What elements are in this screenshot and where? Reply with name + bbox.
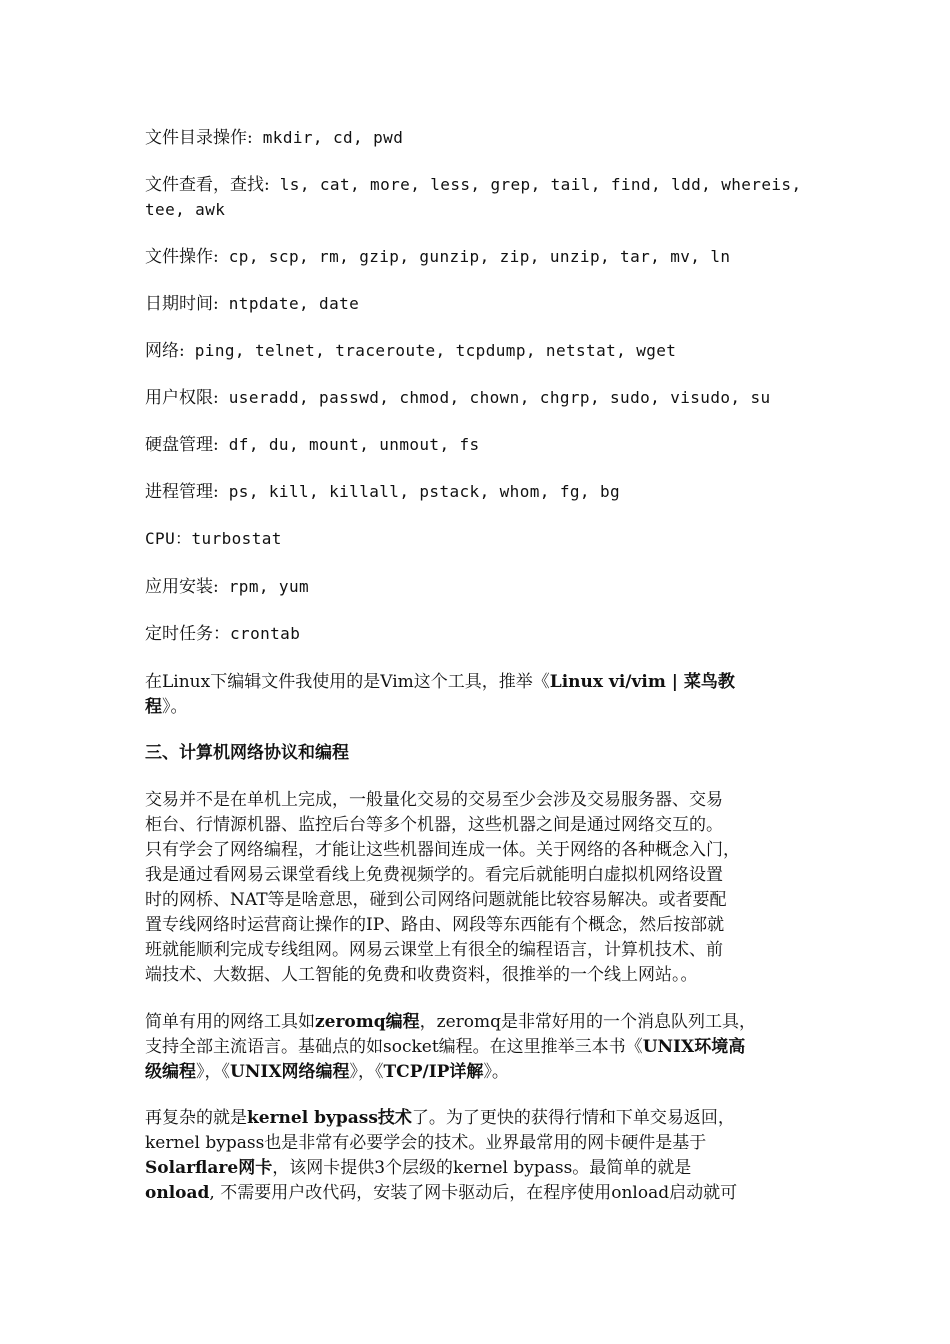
text-span: 简单有用的网络工具如 xyxy=(145,1012,315,1032)
command-label: 硬盘管理: xyxy=(145,435,219,455)
command-label: 应用安装: xyxy=(145,577,219,597)
command-label: 日期时间: xyxy=(145,294,219,314)
paragraph-line: kernel bypass也是非常有必要学会的技术。业界最常用的网卡硬件是基于 xyxy=(145,1133,707,1153)
paragraph-line: 交易并不是在单机上完成，一般量化交易的交易至少会涉及交易服务器、交易 xyxy=(145,790,723,810)
paragraph-line: 时的网桥、NAT等是啥意思，碰到公司网络问题就能比较容易解决。或者要配 xyxy=(145,890,727,910)
command-line-view-cont: tee, awk xyxy=(145,200,226,219)
network-paragraph xyxy=(145,788,807,988)
unix-env-book-link[interactable]: UNIX环境高 xyxy=(642,1037,746,1057)
solarflare-link[interactable]: Solarflare网卡 xyxy=(145,1158,273,1178)
vim-line-1 xyxy=(145,670,807,695)
command-line-datetime xyxy=(145,292,359,316)
command-line-process xyxy=(145,480,620,504)
command-items: rpm, yum xyxy=(218,577,310,596)
command-label: 用户权限: xyxy=(145,388,219,408)
command-label: 文件操作: xyxy=(145,247,219,267)
paragraph-line: 柜台、行情源机器、监控后台等多个机器，这些机器之间是通过网络交互的。 xyxy=(145,815,723,835)
command-label: 定时任务： xyxy=(145,624,230,644)
paragraph-line: 端技术、大数据、人工智能的免费和收费资料，很推举的一个线上网站。。 xyxy=(145,965,698,985)
paragraph-line xyxy=(145,1010,807,1035)
vim-paragraph xyxy=(145,670,807,720)
text-span: 支持全部主流语言。基础点的如socket编程。在这里推举三本书《 xyxy=(145,1037,643,1057)
text-span: 》，《 xyxy=(349,1062,384,1082)
text-span: , 不需要用户改代码，安装了网卡驱动后，在程序使用onload启动就可 xyxy=(209,1183,738,1203)
tcpip-book-link[interactable]: TCP/IP详解 xyxy=(383,1062,484,1082)
unix-network-book-link[interactable]: UNIX网络编程 xyxy=(230,1062,350,1082)
text-span: 了。为了更快的获得行情和下单交易返回， xyxy=(411,1108,735,1128)
command-items: useradd, passwd, chmod, chown, chgrp, sudo, visudo, su xyxy=(218,388,771,407)
command-line-cron xyxy=(145,622,300,646)
command-label: CPU： xyxy=(145,529,192,548)
zeromq-link[interactable]: zeromq编程 xyxy=(315,1012,420,1032)
kernel-bypass-link[interactable]: kernel bypass技术 xyxy=(247,1108,412,1128)
text-span: 在Linux下编辑文件我使用的是Vim这个工具，推举《 xyxy=(145,672,550,692)
paragraph-line xyxy=(145,1181,807,1206)
section-heading: 三、计算机网络协议和编程 xyxy=(145,743,349,763)
paragraph-line: 我是通过看网易云课堂看线上免费视频学的。看完后就能明白虚拟机网络设置 xyxy=(145,865,723,885)
command-label: 网络: xyxy=(145,341,185,361)
command-items: ls, cat, more, less, grep, tail, find, ldd, whereis, xyxy=(269,175,802,194)
command-items: crontab xyxy=(230,624,301,643)
command-line-network xyxy=(145,339,676,363)
paragraph-line: 只有学会了网络编程，才能让这些机器间连成一体。关于网络的各种概念入门， xyxy=(145,840,740,860)
command-items: ntpdate, date xyxy=(218,294,360,313)
command-line-disk xyxy=(145,433,480,457)
vim-tutorial-link-cont[interactable]: 程 xyxy=(145,697,162,717)
zeromq-paragraph xyxy=(145,1010,807,1085)
command-items: mkdir, cd, pwd xyxy=(252,128,404,147)
text-span: 》。 xyxy=(483,1062,509,1082)
onload-link[interactable]: onload xyxy=(145,1183,210,1203)
paragraph-line xyxy=(145,1035,807,1060)
command-line-cpu xyxy=(145,527,282,551)
paragraph-line xyxy=(145,1156,807,1181)
paragraph-line: 置专线网络时运营商让操作的IP、路由、网段等东西能有个概念，然后按部就 xyxy=(145,915,725,935)
command-line-dir xyxy=(145,126,403,150)
command-items: ps, kill, killall, pstack, whom, fg, bg xyxy=(218,482,621,501)
paragraph-line xyxy=(145,1106,807,1131)
text-span: ，该网卡提供3个层级的kernel bypass。最简单的就是 xyxy=(272,1158,692,1178)
text-span: ，zeromq是非常好用的一个消息队列工具， xyxy=(419,1012,757,1032)
text-span: 再复杂的就是 xyxy=(145,1108,247,1128)
kernel-bypass-paragraph xyxy=(145,1106,807,1206)
command-items: df, du, mount, unmout, fs xyxy=(218,435,480,454)
paragraph-line: 班就能顺利完成专线组网。网易云课堂上有很全的编程语言，计算机技术、前 xyxy=(145,940,723,960)
paragraph-line xyxy=(145,1060,807,1085)
command-line-install xyxy=(145,575,309,599)
unix-env-book-link-cont[interactable]: 级编程 xyxy=(145,1062,196,1082)
text-span: 》。 xyxy=(162,697,188,717)
vim-tutorial-link[interactable]: Linux vi/vim | 菜鸟教 xyxy=(549,672,735,692)
command-line-view xyxy=(145,173,801,197)
command-label: 文件目录操作: xyxy=(145,128,253,148)
text-span: 》，《 xyxy=(196,1062,230,1082)
command-label: 文件查看，查找: xyxy=(145,175,270,195)
command-items: cp, scp, rm, gzip, gunzip, zip, unzip, tar, mv, ln xyxy=(218,247,731,266)
command-label: 进程管理: xyxy=(145,482,219,502)
command-line-file-ops xyxy=(145,245,730,269)
command-items: ping, telnet, traceroute, tcpdump, netstat, wget xyxy=(184,341,677,360)
vim-line-2 xyxy=(145,695,807,720)
command-line-permissions xyxy=(145,386,771,410)
command-items: turbostat xyxy=(191,529,282,548)
